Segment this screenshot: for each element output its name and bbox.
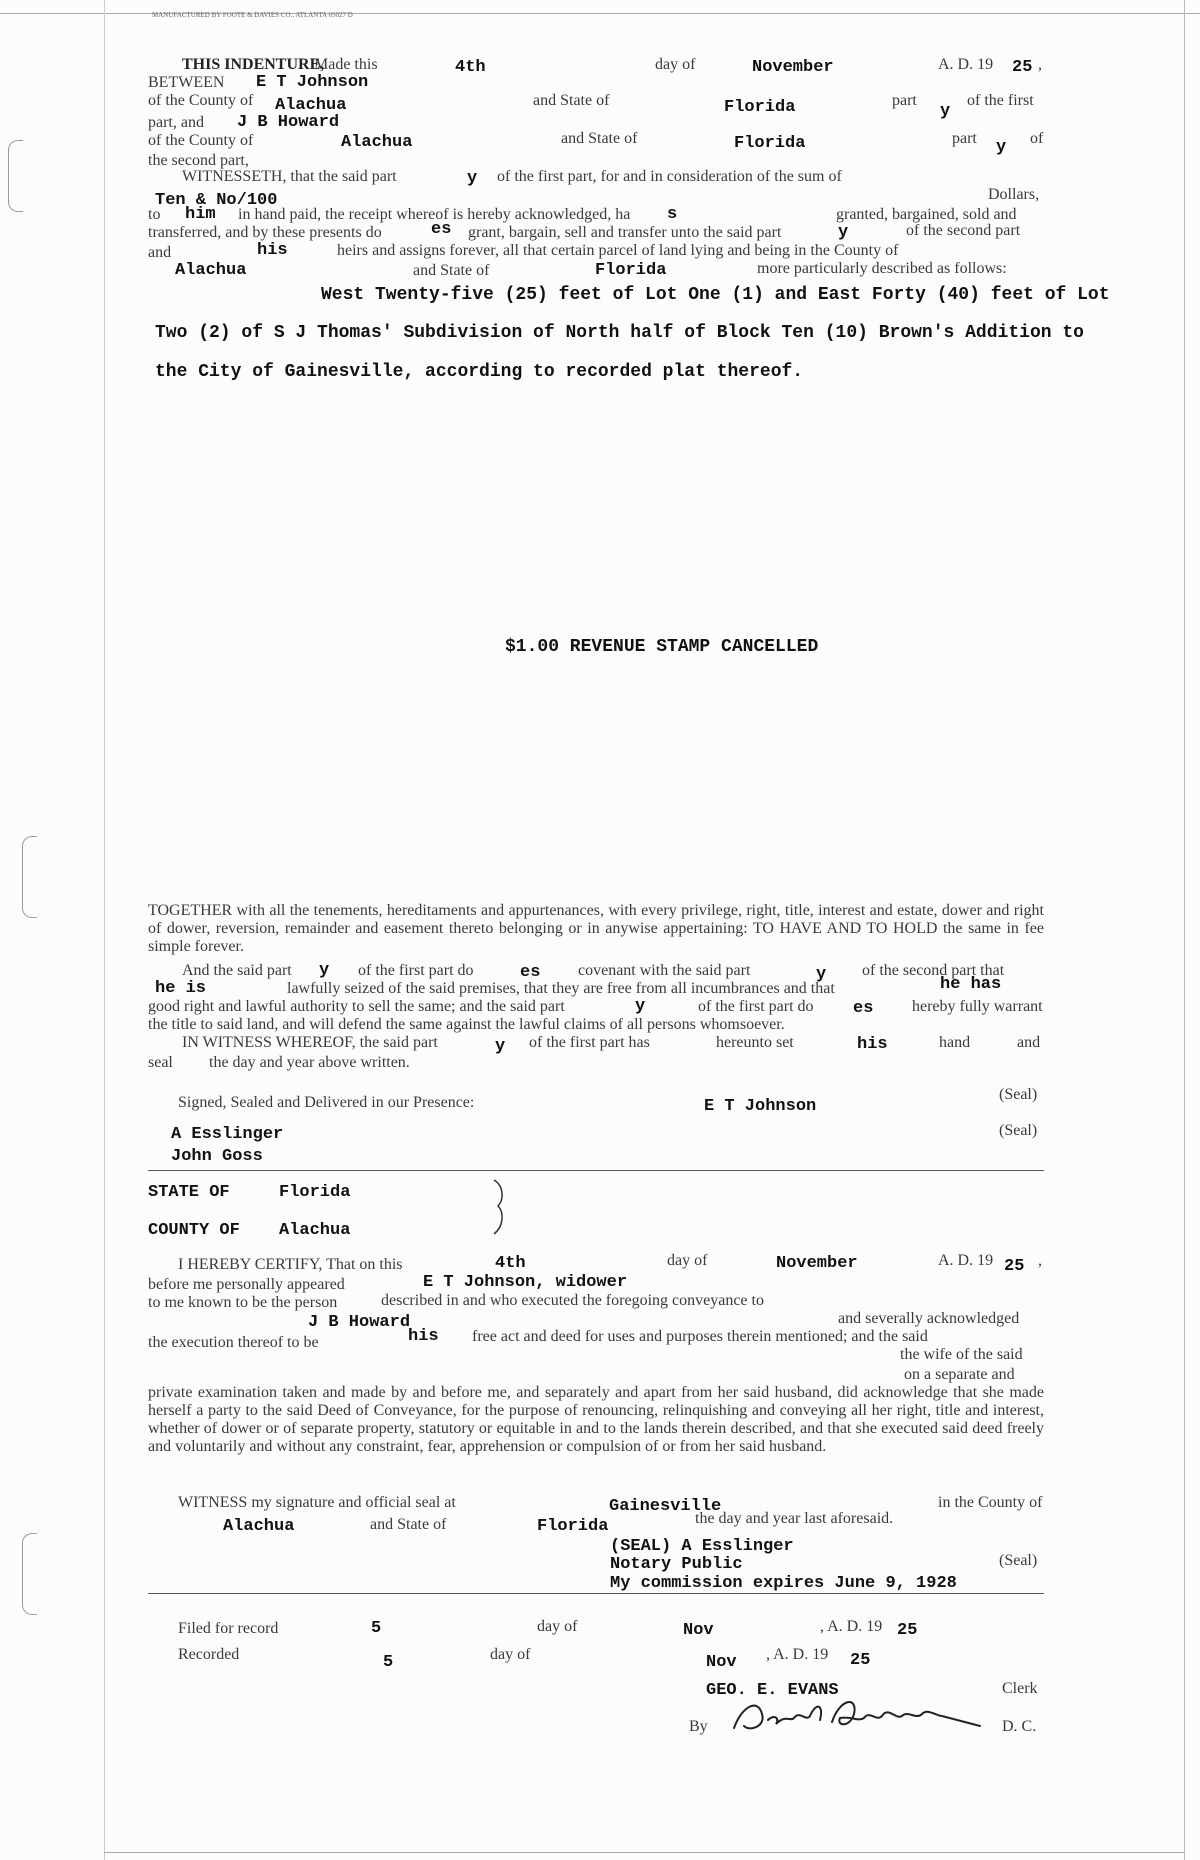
notary-title: Notary Public bbox=[610, 1555, 743, 1574]
indenture-day: 4th bbox=[455, 58, 486, 77]
free-act-text: free act and deed for uses and purposes therein mentioned; and the said bbox=[472, 1328, 928, 1345]
filed-day: 5 bbox=[371, 1619, 382, 1638]
clerk-name: GEO. E. EVANS bbox=[706, 1681, 839, 1700]
legal-description-line: Two (2) of S J Thomas' Subdivision of North half of Block Ten (10) Brown's Addition to bbox=[155, 323, 1084, 343]
filed-year: 25 bbox=[897, 1621, 918, 1640]
ack-year: 25 bbox=[1004, 1257, 1025, 1276]
state-of-label: and State of bbox=[413, 262, 490, 279]
grantee-state: Florida bbox=[734, 134, 806, 153]
before-me-text: before me personally appeared bbox=[148, 1276, 345, 1293]
day-of-label: day of bbox=[667, 1252, 708, 1269]
covenant-text: of the first part do bbox=[698, 998, 814, 1015]
witness-signature: John Goss bbox=[171, 1147, 263, 1166]
binding-hole-mark bbox=[22, 1533, 37, 1615]
witnesseth-text: of the first part, for and in consideration of the sum of bbox=[497, 168, 842, 185]
witness-pronoun: his bbox=[857, 1035, 888, 1054]
party-suffix: y bbox=[467, 169, 478, 188]
grantor-pronoun: he is bbox=[155, 979, 207, 998]
in-witness-text: IN WITNESS WHEREOF, the said part bbox=[182, 1034, 438, 1051]
indenture-year: 25 bbox=[1012, 58, 1033, 77]
party-label: part bbox=[892, 92, 917, 109]
covenant-text: hereby fully warrant bbox=[912, 998, 1043, 1015]
state-of-heading: STATE OF bbox=[148, 1183, 230, 1202]
second-part-text: of the second part bbox=[906, 222, 1021, 239]
seal-word: seal bbox=[148, 1054, 173, 1071]
seal-label: (Seal) bbox=[999, 1086, 1038, 1103]
witness-signature: A Esslinger bbox=[171, 1125, 284, 1144]
recorded-label: Recorded bbox=[178, 1646, 240, 1663]
ss-bracket bbox=[490, 1178, 510, 1236]
grantor-signature: E T Johnson bbox=[704, 1097, 817, 1116]
filed-label: Filed for record bbox=[178, 1620, 279, 1637]
described-in-text: described in and who executed the foregoing conveyance to bbox=[381, 1292, 764, 1309]
grantor-pronoun: he has bbox=[940, 975, 1002, 994]
of-the-first-label: of the first bbox=[967, 92, 1034, 109]
legal-description-line: the City of Gainesville, according to recorded plat thereof. bbox=[155, 362, 804, 382]
severally-text: and severally acknowledged bbox=[838, 1310, 1020, 1327]
ad-19-label: A. D. 19 bbox=[938, 56, 994, 73]
wife-of-text: the wife of the said bbox=[900, 1346, 1023, 1363]
between-label: BETWEEN bbox=[148, 74, 225, 91]
covenant-text: good right and lawful authority to sell the same; and the said part bbox=[148, 998, 565, 1015]
this-indenture-heading: THIS INDENTURE, bbox=[182, 56, 325, 73]
of-label: of bbox=[1030, 130, 1044, 147]
receipt-text: in hand paid, the receipt whereof is hereby acknowledged, ha bbox=[238, 206, 631, 223]
clerk-label: Clerk bbox=[1002, 1680, 1038, 1697]
together-paragraph: TOGETHER with all the tenements, hereditaments and appurtenances, with every privilege, right, title, interest and estate, dower and right of dower, reversion, remainder and easement thereto belonging or in anywise appertaining: TO HAVE AND TO HOLD the same in fee simple forever. bbox=[148, 902, 1044, 955]
grantor-county: Alachua bbox=[275, 96, 347, 115]
day-of-label: day of bbox=[655, 56, 696, 73]
grantee-county: Alachua bbox=[341, 133, 413, 152]
in-witness-text: hereunto set bbox=[716, 1034, 794, 1051]
and-label: and bbox=[148, 244, 172, 261]
covenant-text: of the first part do bbox=[358, 962, 474, 979]
in-witness-text: the day and year above written. bbox=[209, 1054, 410, 1071]
bottom-border-line bbox=[104, 1852, 1184, 1853]
party-label: part bbox=[952, 130, 977, 147]
ack-pronoun: his bbox=[408, 1327, 439, 1346]
year-comma: , bbox=[1038, 56, 1042, 73]
revenue-stamp-note: $1.00 REVENUE STAMP CANCELLED bbox=[505, 637, 819, 657]
party-suffix: y bbox=[635, 997, 646, 1016]
year-comma: , bbox=[1038, 1252, 1042, 1269]
granted-text: granted, bargained, sold and bbox=[836, 206, 1017, 223]
party-suffix: y bbox=[319, 961, 330, 980]
grantor-state: Florida bbox=[724, 98, 796, 117]
ack-state: Florida bbox=[279, 1183, 351, 1202]
by-label: By bbox=[689, 1718, 708, 1735]
heirs-text: heirs and assigns forever, all that certain parcel of land lying and being in the County of bbox=[337, 242, 899, 259]
in-witness-text: hand bbox=[939, 1034, 971, 1051]
certify-text: I HEREBY CERTIFY, That on this bbox=[178, 1256, 403, 1273]
in-witness-text: and bbox=[1017, 1034, 1041, 1051]
private-exam-paragraph: private examination taken and made by and before me, and separately and apart from her said husband, did acknowledge that she made herself a party to the said Deed of Conveyance, for the purpose of renouncing, relinquishing and conveying all her right, title and interest, whether of dower or of separate property, statutory or equitable in and to the lands therein described, and that she executed said deed freely and voluntarily and without any constraint, fear, apprehension or compulsion of or from her said husband. bbox=[148, 1384, 1044, 1455]
right-margin-line bbox=[1184, 0, 1185, 1860]
in-witness-text: of the first part has bbox=[529, 1034, 650, 1051]
day-year-last-text: the day and year last aforesaid. bbox=[695, 1510, 894, 1527]
recorded-day: 5 bbox=[383, 1653, 394, 1672]
made-this-label: Made this bbox=[314, 56, 378, 73]
state-of-label: and State of bbox=[370, 1516, 447, 1533]
ack-day: 4th bbox=[495, 1254, 526, 1273]
county-of-label: of the County of bbox=[148, 92, 254, 109]
signed-sealed-label: Signed, Sealed and Delivered in our Presence: bbox=[178, 1094, 475, 1111]
state-of-label: and State of bbox=[533, 92, 610, 109]
notary-rule bbox=[148, 1593, 1044, 1594]
deputy-clerk-signature bbox=[728, 1692, 988, 1740]
party-suffix: y bbox=[816, 965, 827, 984]
dollars-label: Dollars, bbox=[988, 186, 1040, 203]
ack-state-2: Florida bbox=[537, 1517, 609, 1536]
day-of-label: day of bbox=[490, 1646, 531, 1663]
covenant-text: And the said part bbox=[182, 962, 292, 979]
covenant-text: of the second part that bbox=[862, 962, 1005, 979]
witness-signature-text: WITNESS my signature and official seal at bbox=[178, 1494, 456, 1511]
legal-description-line: West Twenty-five (25) feet of Lot One (1) and East Forty (40) feet of Lot bbox=[321, 285, 1110, 305]
filed-month: Nov bbox=[683, 1621, 714, 1640]
in-county-of-text: in the County of bbox=[938, 1494, 1043, 1511]
grant-text: grant, bargain, sell and transfer unto the said part bbox=[468, 224, 782, 241]
paid-to-whom: him bbox=[185, 205, 216, 224]
ack-month: November bbox=[776, 1254, 858, 1273]
second-part-label: the second part, bbox=[148, 152, 249, 169]
witnesseth-text: WITNESSETH, that the said part bbox=[182, 168, 397, 185]
party-suffix: y bbox=[940, 102, 951, 121]
grantee-name: J B Howard bbox=[237, 113, 340, 132]
covenant-text: the title to said land, and will defend the same against the lawful claims of all persons whomsoever. bbox=[148, 1016, 785, 1033]
party-suffix: y bbox=[495, 1037, 506, 1056]
state-of-label: and State of bbox=[561, 130, 638, 147]
known-person-text: to me known to be the person bbox=[148, 1294, 338, 1311]
heirs-pronoun: his bbox=[257, 241, 288, 260]
grantor-name: E T Johnson bbox=[256, 73, 369, 92]
covenant-text: covenant with the said part bbox=[578, 962, 751, 979]
described-label: more particularly described as follows: bbox=[757, 260, 1007, 277]
ack-grantee: J B Howard bbox=[308, 1313, 411, 1332]
verb-suffix: es bbox=[853, 999, 874, 1018]
ad-19-label: , A. D. 19 bbox=[766, 1646, 829, 1663]
indenture-month: November bbox=[752, 58, 834, 77]
ack-county: Alachua bbox=[279, 1221, 351, 1240]
left-margin-line bbox=[104, 0, 105, 1860]
verb-suffix: es bbox=[520, 963, 541, 982]
ad-19-label: , A. D. 19 bbox=[820, 1618, 883, 1635]
land-state: Florida bbox=[595, 261, 667, 280]
seal-label: (Seal) bbox=[999, 1122, 1038, 1139]
county-of-heading: COUNTY OF bbox=[148, 1221, 240, 1240]
dc-label: D. C. bbox=[1002, 1718, 1037, 1735]
verb-suffix: es bbox=[431, 220, 452, 239]
land-county: Alachua bbox=[175, 261, 247, 280]
execution-text: the execution thereof to be bbox=[148, 1334, 319, 1351]
party-suffix: y bbox=[996, 138, 1007, 157]
day-of-label: day of bbox=[537, 1618, 578, 1635]
party-suffix: y bbox=[838, 223, 849, 242]
part-and-label: part, and bbox=[148, 114, 204, 131]
notary-commission: My commission expires June 9, 1928 bbox=[610, 1574, 957, 1593]
recorded-month: Nov bbox=[706, 1653, 737, 1672]
transferred-text: transferred, and by these presents do bbox=[148, 224, 382, 241]
binding-hole-mark bbox=[8, 140, 23, 212]
recorded-year: 25 bbox=[850, 1651, 871, 1670]
to-label: to bbox=[148, 206, 161, 223]
covenant-text: lawfully seized of the said premises, that they are free from all incumbrances and that bbox=[287, 980, 835, 997]
binding-hole-mark bbox=[22, 836, 37, 918]
separate-and-text: on a separate and bbox=[904, 1366, 1015, 1383]
verb-suffix: s bbox=[667, 205, 678, 224]
signature-rule bbox=[148, 1170, 1044, 1171]
seal-label: (Seal) bbox=[999, 1552, 1038, 1569]
notary-seal-name: (SEAL) A Esslinger bbox=[610, 1537, 794, 1556]
printer-imprint: MANUFACTURED BY FOOTE & DAVIES CO., ATLANTA 65027 D bbox=[152, 11, 353, 19]
ack-city: Gainesville bbox=[609, 1497, 722, 1516]
ad-19-label: A. D. 19 bbox=[938, 1252, 994, 1269]
county-of-label: of the County of bbox=[148, 132, 254, 149]
ack-person: E T Johnson, widower bbox=[423, 1273, 628, 1292]
consideration-sum: Ten & No/100 bbox=[155, 191, 278, 210]
ack-county-2: Alachua bbox=[223, 1517, 295, 1536]
